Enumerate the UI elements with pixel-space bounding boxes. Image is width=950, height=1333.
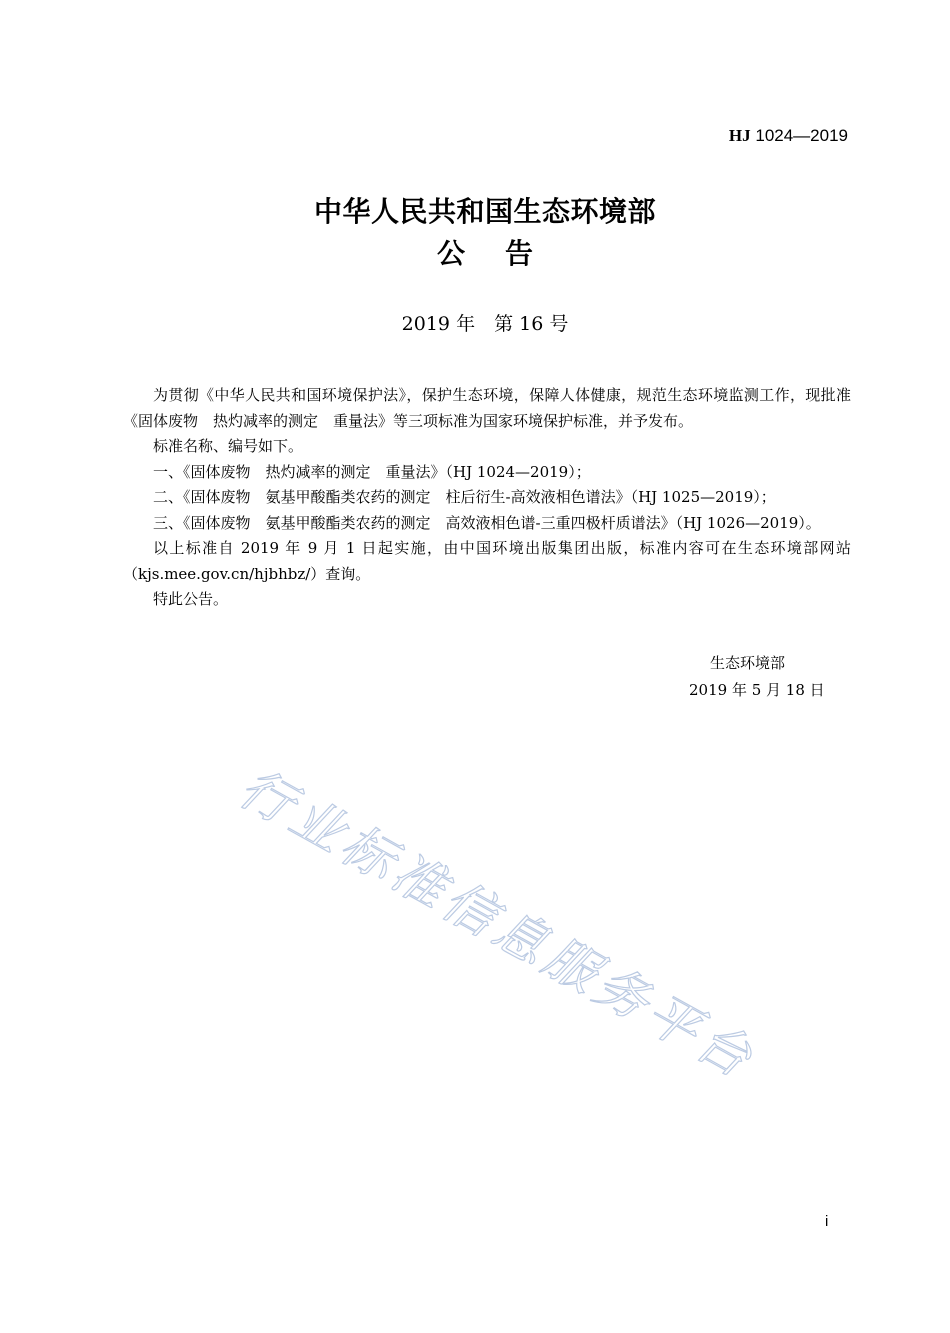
paragraph-closing: 特此公告。 [153,590,229,608]
paragraph-implementation: 以上标准自 2019 年 9 月 1 日起实施，由中国环境出版集团出版，标准内容可在生态环境部网站（kjs.mee.gov.cn/hjbhbz/）查询。 [123,539,851,583]
paragraph-standard-2: 二、《固体废物 氨基甲酸酯类农药的测定 柱后衍生-高效液相色谱法》（HJ 1025—2019）； [153,488,776,506]
standard-prefix: HJ [728,126,751,145]
paragraph-intro: 为贯彻《中华人民共和国环境保护法》，保护生态环境，保障人体健康，规范生态环境监测工作，现批准《固体废物 热灼减率的测定 重量法》等三项标准为国家环境保护标准，并予发布。 [123,386,851,430]
page-number: i [825,1213,829,1230]
signature-block [660,650,860,704]
paragraph-standard-1: 一、《固体废物 热灼减率的测定 重量法》（HJ 1024—2019）； [153,462,591,481]
watermark: 行业标准信息服务平台 [229,757,766,1092]
issue-number: 2019 年 第 16 号 [401,313,569,335]
title-block [0,190,950,274]
paragraph-list-heading: 标准名称、编号如下。 [153,437,304,455]
ministry-title: 中华人民共和国生态环境部 [313,195,656,228]
standard-number: 1024—2019 [755,126,848,145]
paragraph-standard-3: 三、《固体废物 氨基甲酸酯类农药的测定 高效液相色谱-三重四极杆质谱法》（HJ 1026—2019）。 [153,513,821,532]
announcement-body [123,383,851,613]
issuing-organization: 生态环境部 [710,654,786,672]
issue-date: 2019 年 5 月 18 日 [689,681,825,699]
standard-code [729,126,848,146]
announcement-title: 公告 [436,237,573,270]
